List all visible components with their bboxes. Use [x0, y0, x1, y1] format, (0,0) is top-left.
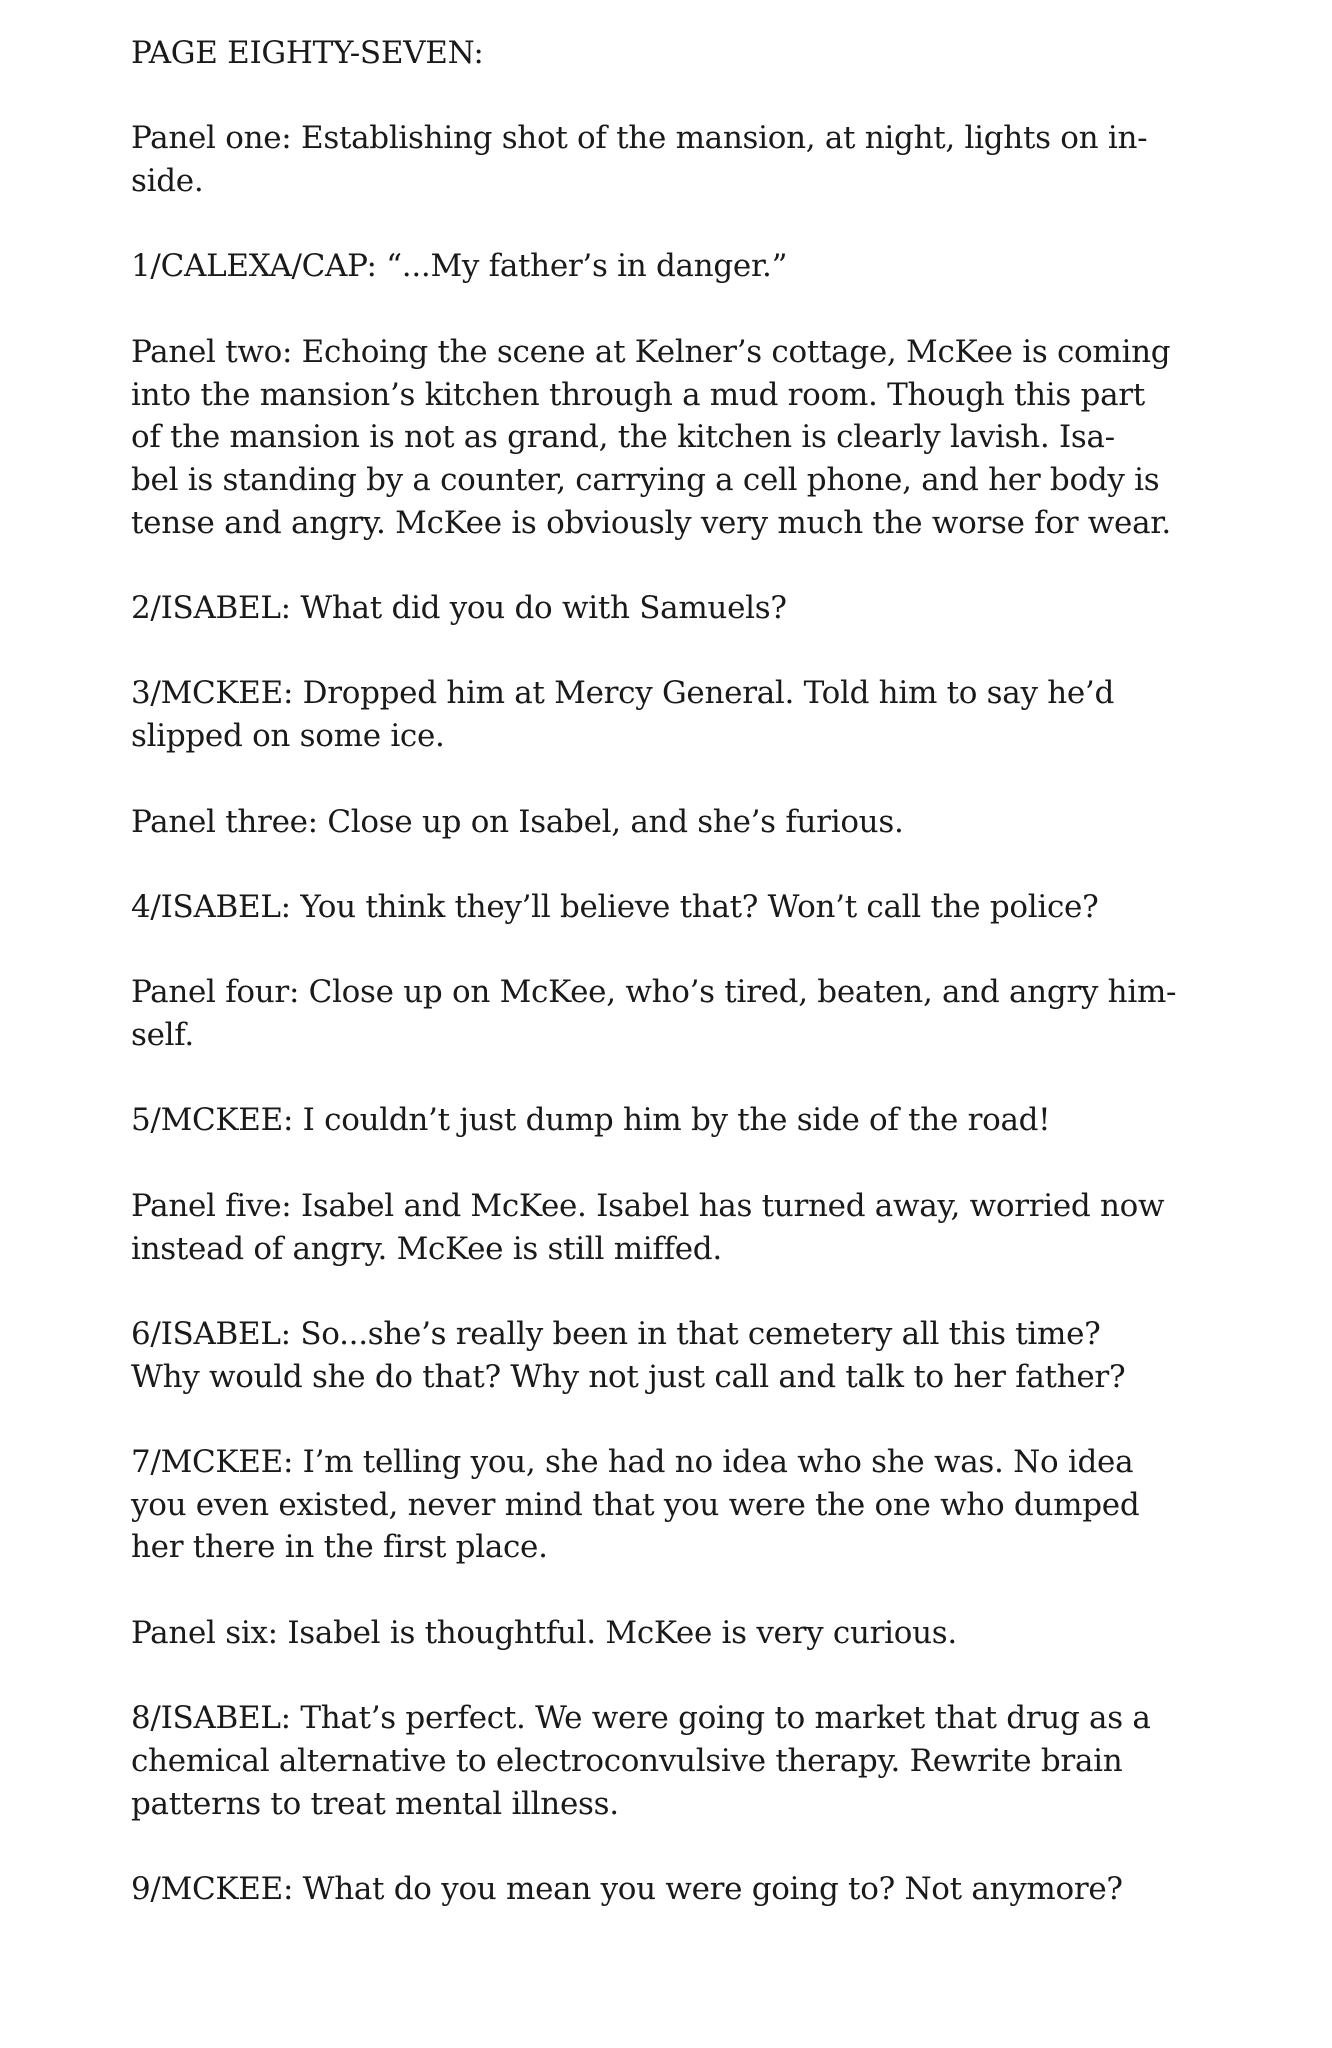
caption-calexa-1 — [131, 245, 1281, 288]
text-line: Panel three: Close up on Isabel, and she’s furious. — [131, 803, 904, 840]
dialogue-isabel-2 — [131, 587, 1281, 630]
dialogue-isabel-6 — [131, 1313, 1281, 1398]
dialogue-isabel-4 — [131, 886, 1281, 929]
text-line: 7/MCKEE: I’m telling you, she had no idea who she was. No idea — [131, 1444, 1134, 1481]
text-line: 1/CALEXA/CAP: “...My father’s in danger.” — [131, 248, 788, 285]
text-line: 8/ISABEL: That’s perfect. We were going to market that drug as a — [131, 1700, 1151, 1737]
text-line: you even existed, never mind that you were the one who dumped — [131, 1486, 1140, 1523]
text-line: side. — [131, 163, 204, 200]
text-line: 6/ISABEL: So...she’s really been in that cemetery all this time? — [131, 1315, 1101, 1352]
panel-four-description — [131, 971, 1281, 1056]
text-line: chemical alternative to electroconvulsive therapy. Rewrite brain — [131, 1742, 1123, 1779]
panel-three-description — [131, 801, 1281, 844]
text-line: instead of angry. McKee is still miffed. — [131, 1230, 722, 1267]
panel-six-description — [131, 1612, 1281, 1655]
text-line: slipped on some ice. — [131, 718, 445, 755]
panel-five-description — [131, 1185, 1281, 1270]
text-line: Panel two: Echoing the scene at Kelner’s cottage, McKee is coming — [131, 333, 1171, 370]
text-line: 5/MCKEE: I couldn’t just dump him by the side of the road! — [131, 1102, 1051, 1139]
text-line: patterns to treat mental illness. — [131, 1785, 619, 1822]
dialogue-mckee-7 — [131, 1441, 1281, 1569]
text-line: Why would she do that? Why not just call and talk to her father? — [131, 1358, 1126, 1395]
text-line: tense and angry. McKee is obviously very much the worse for wear. — [131, 504, 1171, 541]
text-line: Panel five: Isabel and McKee. Isabel has turned away, worried now — [131, 1187, 1165, 1224]
text-line: her there in the first place. — [131, 1529, 548, 1566]
text-line: Panel four: Close up on McKee, who’s tired, beaten, and angry him- — [131, 974, 1177, 1011]
text-line: self. — [131, 1017, 194, 1054]
text-line: of the mansion is not as grand, the kitchen is clearly lavish. Isa- — [131, 419, 1115, 456]
text-line: 9/MCKEE: What do you mean you were going to? Not anymore? — [131, 1871, 1123, 1907]
text-line: into the mansion’s kitchen through a mud room. Though this part — [131, 376, 1145, 413]
script-page — [131, 32, 1281, 1953]
text-line: Panel six: Isabel is thoughtful. McKee is very curious. — [131, 1614, 957, 1651]
dialogue-isabel-8 — [131, 1697, 1281, 1825]
text-line: Panel one: Establishing shot of the mansion, at night, lights on in- — [131, 120, 1148, 157]
panel-one-description — [131, 117, 1281, 202]
panel-two-description — [131, 331, 1281, 545]
text-line: 2/ISABEL: What did you do with Samuels? — [131, 590, 787, 627]
text-line: 4/ISABEL: You think they’ll believe that? Won’t call the police? — [131, 888, 1099, 925]
dialogue-mckee-5 — [131, 1099, 1281, 1142]
text-line: bel is standing by a counter, carrying a cell phone, and her body is — [131, 461, 1160, 498]
text-line: 3/MCKEE: Dropped him at Mercy General. Told him to say he’d — [131, 675, 1115, 712]
page-heading-text: PAGE EIGHTY-SEVEN: — [131, 35, 484, 71]
page-heading — [131, 32, 1281, 75]
dialogue-mckee-3 — [131, 672, 1281, 757]
dialogue-mckee-9 — [131, 1868, 1281, 1911]
